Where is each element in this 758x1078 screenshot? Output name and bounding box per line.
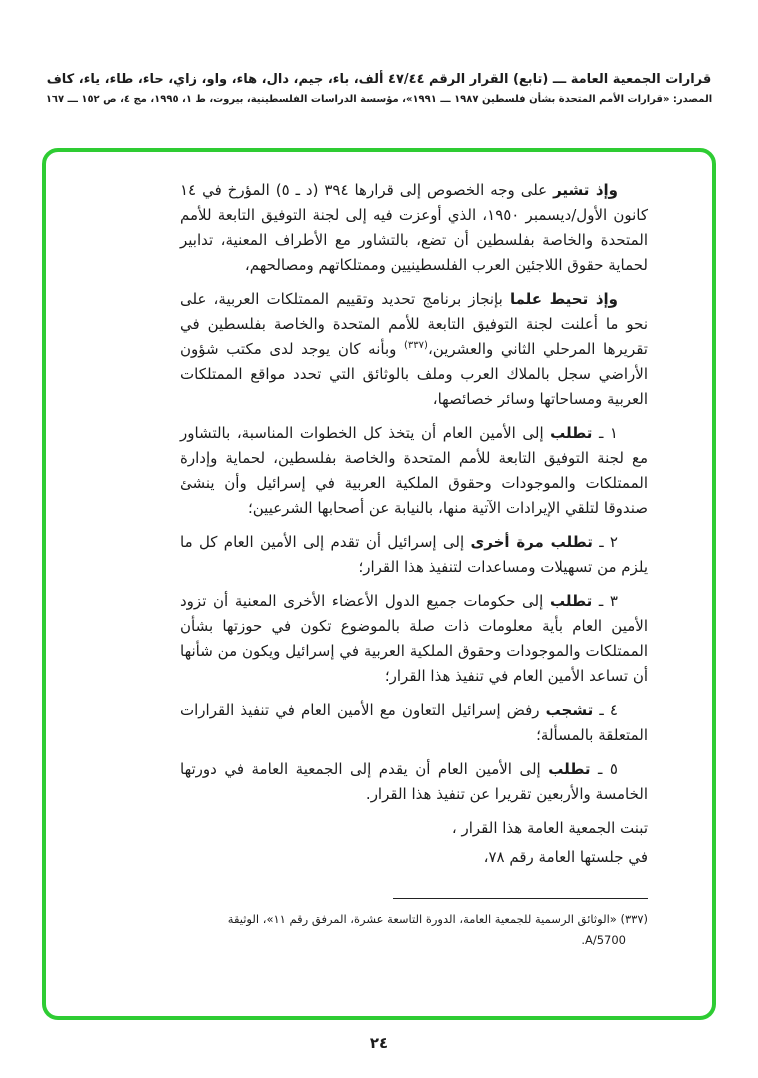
preamble-lead: وإذ تشير (553, 181, 618, 199)
item-text: إلى الأمين العام أن يتخذ كل الخطوات المناسبة، بالتشاور مع لجنة التوفيق التابعة للأمم المتحدة والخاصة بفلسطين، لحماية وإدارة الممتلكات والموجودات وحقوق الملكية العربية في إسرائيل وأن ينشئ صندوقا لتلقي الإيرادات الآتية منها، بالنيابة عن أصحابها الشرعيين؛ (180, 424, 648, 517)
item-lead: تطلب (549, 592, 593, 610)
preamble-paragraph (180, 178, 648, 278)
item-lead: تطلب (548, 760, 591, 778)
item-text: إلى الأمين العام أن يقدم إلى الجمعية العامة في دورتها الخامسة والأربعين تقريرا عن تنفيذ هذا القرار. (180, 760, 648, 803)
footnote-area (180, 898, 648, 951)
item-number: ١ ـ (598, 424, 618, 442)
source-line: المصدر: «قرارات الأمم المتحدة بشأن فلسطين ١٩٨٧ ـــ ١٩٩١»، مؤسسة الدراسات الفلسطينية، بيروت، ط ١، ١٩٩٥، مج ٤، ص ١٥٢ ـــ ١٦٧ (45, 94, 713, 105)
page-header (34, 72, 724, 105)
footnote-text: (٣٣٧) «الوثائق الرسمية للجمعية العامة، الدورة التاسعة عشرة، المرفق رقم ١١»، الوثيقة A/5700. (227, 912, 648, 947)
header-title: قرارات الجمعية العامة ـــ (تابع) القرار الرقم ٤٧/٤٤ ألف، باء، جيم، دال، هاء، واو، زاي، حاء، طاء، ياء، كاف (46, 72, 712, 87)
operative-paragraph-2 (180, 530, 648, 580)
item-text: إلى إسرائيل أن تقدم إلى الأمين العام كل ما يلزم من تسهيلات ومساعدات لتنفيذ هذا القرار؛ (180, 533, 648, 576)
preamble-text: على وجه الخصوص إلى قرارها ٣٩٤ (د ـ ٥) المؤرخ في ١٤ كانون الأول/ديسمبر ١٩٥٠، الذي أوعزت فيه إلى لجنة التوفيق التابعة للأمم المتحدة والخاصة بفلسطين أن تضع، بالتشاور مع الأطراف المعنية، تدابير لحماية حقوق اللاجئين العرب الفلسطينيين وممتلكاتهم ومصالحهم، (180, 181, 648, 274)
operative-paragraph-5 (180, 757, 648, 807)
preamble-paragraph (180, 287, 648, 412)
item-number: ٣ ـ (598, 592, 618, 610)
closing-line: في جلستها العامة رقم ٧٨، (483, 848, 648, 866)
footnote-separator (393, 898, 648, 899)
preamble-text: بإنجاز برنامج تحديد وتقييم الممتلكات العربية، على نحو ما أعلنت لجنة التوفيق التابعة للأمم المتحدة والخاصة بفلسطين في تقريرها المرحلي الثاني والعشرين، (180, 290, 648, 358)
operative-paragraph-4 (180, 698, 648, 748)
item-number: ٢ ـ (599, 533, 618, 551)
resolution-text (180, 178, 648, 874)
preamble-text-continued: وبأنه كان يوجد لدى مكتب شؤون الأراضي سجل بالملاك العرب وملف بالوثائق التي تحدد مواقع الممتلكات العربية ومساحاتها وسائر خصائصها، (180, 340, 648, 408)
page-number: ٢٤ (369, 1034, 389, 1052)
item-number: ٥ ـ (598, 760, 618, 778)
preamble-lead: وإذ تحيط علما (509, 290, 619, 308)
operative-paragraph-1 (180, 421, 648, 521)
footnote-reference: (٣٣٧) (404, 340, 428, 351)
item-number: ٤ ـ (599, 701, 618, 719)
item-lead: تطلب (550, 424, 593, 442)
item-text: إلى حكومات جميع الدول الأعضاء الأخرى المعنية أن تزود الأمين العام بأية معلومات ذات صلة بالموضوع تكون في حوزتها بشأن الممتلكات والموجودات وحقوق الملكية العربية في إسرائيل ويكون من شأنها أن تساعد الأمين العام في تنفيذ هذا القرار؛ (180, 592, 648, 685)
item-lead: تشجب (545, 701, 594, 719)
operative-paragraph-3 (180, 589, 648, 689)
item-text: رفض إسرائيل التعاون مع الأمين العام في تنفيذ القرارات المتعلقة بالمسألة؛ (180, 701, 648, 744)
closing-line: تبنت الجمعية العامة هذا القرار ، (451, 819, 648, 837)
item-lead: تطلب مرة أخرى (470, 533, 593, 551)
